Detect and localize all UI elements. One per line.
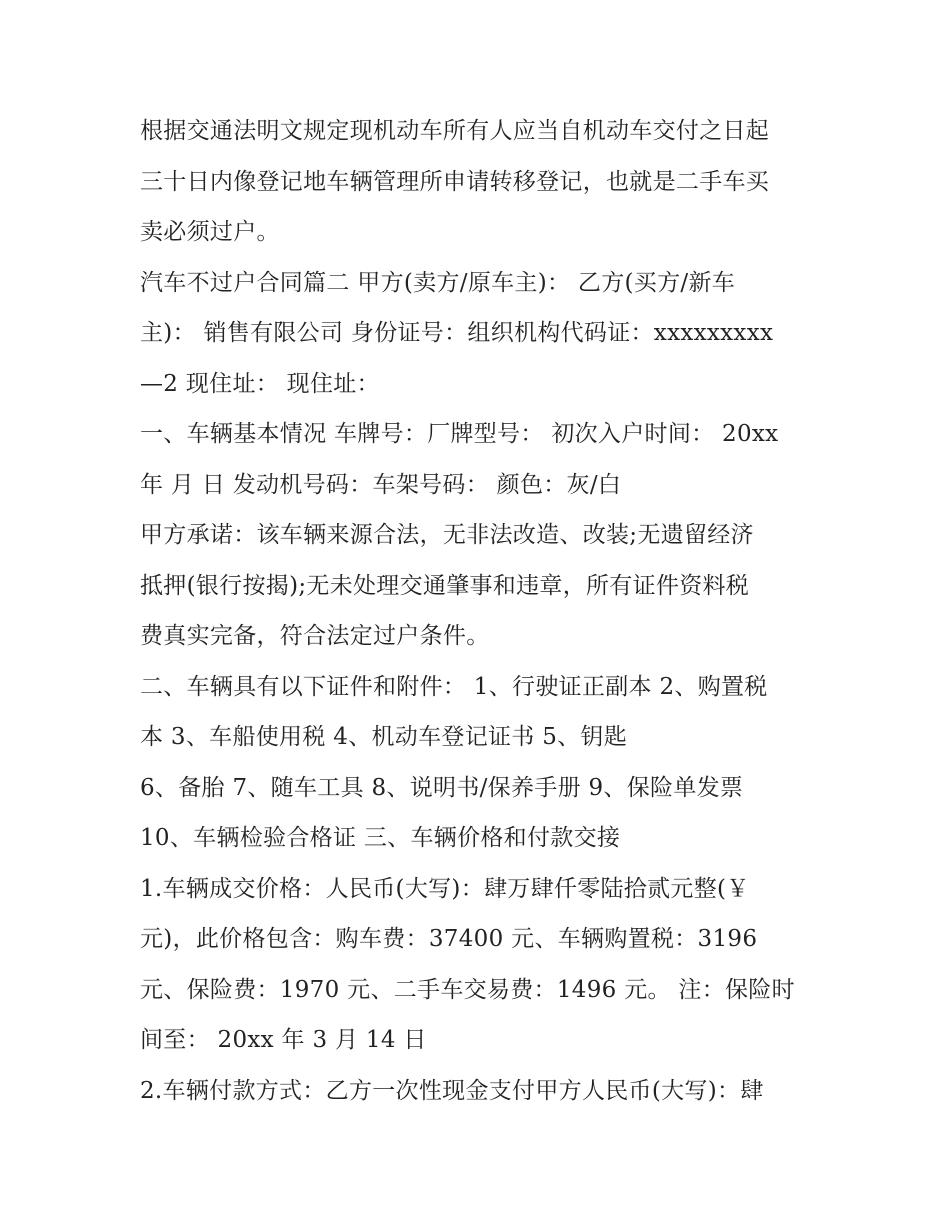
text-line: 甲方承诺：该车辆来源合法，无非法改造、改装;无遗留经济 (140, 522, 754, 548)
text-line: 元)，此价格包含：购车费：37400 元、车辆购置税：3196 (140, 926, 758, 952)
text-line: 汽车不过户合同篇二 甲方(卖方/原车主)： 乙方(买方/新车 (140, 269, 736, 296)
text-line: 主)： 销售有限公司 身份证号：组织机构代码证：xxxxxxxxx (140, 320, 774, 346)
text-line: 二、车辆具有以下证件和附件： 1、行驶证正副本 2、购置税 (140, 673, 768, 700)
text-line: 10、车辆检验合格证 三、车辆价格和付款交接 (140, 825, 621, 851)
text-line: 间至： 20xx 年 3 月 14 日 (140, 1027, 427, 1053)
text-line: 1.车辆成交价格：人民币(大写)：肆万肆仟零陆拾贰元整(￥ (140, 875, 750, 902)
text-line: —2 现住址： 现住址： (140, 370, 380, 397)
text-line: 三十日内像登记地车辆管理所申请转移登记，也就是二手车买 (140, 168, 770, 195)
text-line: 2.车辆付款方式：乙方一次性现金支付甲方人民币(大写)：肆 (140, 1077, 764, 1104)
text-line: 元、保险费：1970 元、二手车交易费：1496 元。 注：保险时 (140, 976, 795, 1003)
text-line: 年 月 日 发动机号码：车架号码： 颜色：灰/白 (140, 471, 622, 498)
text-line: 卖必须过户。 (140, 219, 280, 245)
text-line: 根据交通法明文规定现机动车所有人应当自机动车交付之日起 (140, 118, 770, 144)
text-line: 一、车辆基本情况 车牌号：厂牌型号： 初次入户时间： 20xx (140, 421, 779, 447)
document-body (140, 106, 820, 1116)
text-line: 费真实完备，符合法定过户条件。 (140, 623, 490, 649)
text-line: 6、备胎 7、随车工具 8、说明书/保养手册 9、保险单发票 (140, 774, 744, 801)
text-line: 本 3、车船使用税 4、机动车登记证书 5、钥匙 (140, 724, 628, 750)
text-line: 抵押(银行按揭);无未处理交通肇事和违章，所有证件资料税 (140, 572, 750, 599)
